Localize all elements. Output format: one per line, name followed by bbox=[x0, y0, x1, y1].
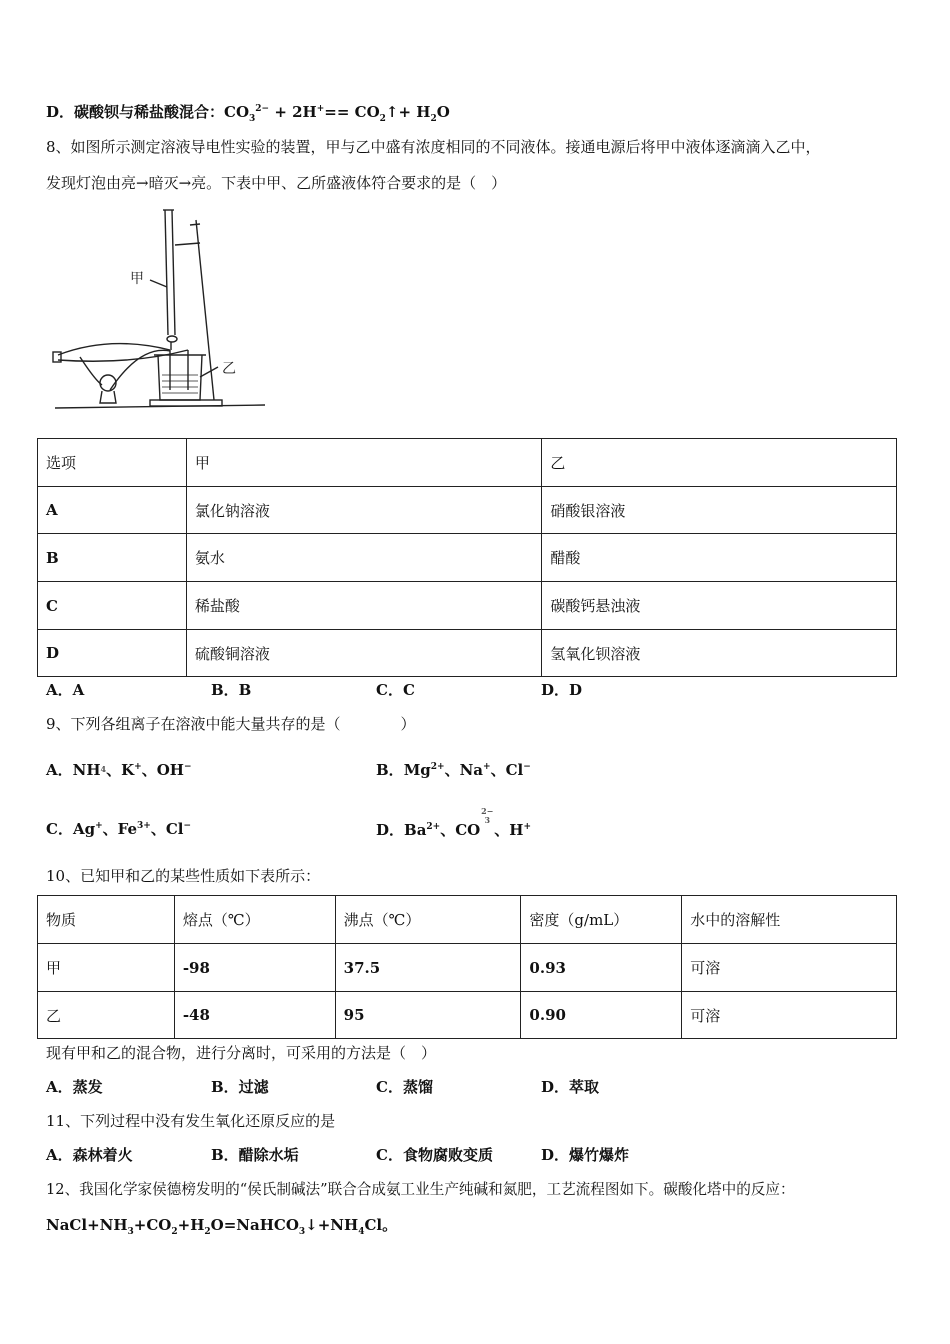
q8-stem-line2: 发现灯泡由亮→暗灭→亮。下表中甲、乙所盛液体符合要求的是（ ） bbox=[46, 174, 507, 192]
table-cell: 稀盐酸 bbox=[186, 582, 542, 630]
table-header-cell: 水中的溶解性 bbox=[682, 896, 897, 944]
q10-after-text: 现有甲和乙的混合物，进行分离时，可采用的方法是（ ） bbox=[46, 1044, 437, 1062]
formula-sub: 3 bbox=[298, 1227, 306, 1237]
q12-equation bbox=[46, 1215, 397, 1235]
table-header-cell: 沸点（℃） bbox=[335, 896, 521, 944]
q8-option-c: C．C bbox=[376, 681, 415, 699]
q10-option-a: A．蒸发 bbox=[46, 1078, 103, 1096]
q11-option-d: D．爆竹爆炸 bbox=[541, 1146, 630, 1164]
table-cell: 碳酸钙悬浊液 bbox=[542, 582, 897, 630]
q10-option-c: C．蒸馏 bbox=[376, 1078, 433, 1096]
q7-option-d-label: D．碳酸钡与稀盐酸混合： bbox=[46, 103, 225, 121]
formula-sub: 4 bbox=[100, 764, 107, 774]
q8-option-a: A．A bbox=[46, 681, 85, 699]
table-cell: B bbox=[38, 534, 187, 582]
q10-option-b: B．过滤 bbox=[211, 1078, 269, 1096]
table-cell: 可溶 bbox=[682, 944, 897, 992]
table-cell: 硫酸铜溶液 bbox=[186, 630, 542, 677]
q11-option-c: C．食物腐败变质 bbox=[376, 1146, 493, 1164]
q8-option-d: D．D bbox=[541, 681, 583, 699]
q9-option-d bbox=[376, 806, 531, 840]
table-cell: -48 bbox=[174, 992, 335, 1039]
table-header-row bbox=[38, 896, 897, 944]
formula-sup: + bbox=[316, 104, 325, 114]
formula-part: + 2H bbox=[269, 103, 317, 121]
formula-part: Ba bbox=[404, 821, 427, 839]
q9-option-b bbox=[376, 760, 531, 780]
q10-stem: 10、已知甲和乙的某些性质如下表所示： bbox=[46, 867, 321, 885]
formula-part: == CO bbox=[324, 103, 380, 121]
option-label: A． bbox=[46, 761, 73, 779]
formula-part: +H bbox=[177, 1216, 205, 1234]
formula-sub: 3 bbox=[249, 114, 256, 124]
formula-sub: 2 bbox=[379, 114, 386, 124]
formula-part: 、H bbox=[494, 821, 524, 839]
formula-sup: 2+ bbox=[430, 762, 445, 772]
table-cell: 37.5 bbox=[335, 944, 521, 992]
table-cell: 95 bbox=[335, 992, 521, 1039]
table-row bbox=[38, 582, 897, 630]
q8-option-b: B．B bbox=[211, 681, 252, 699]
table-header-cell: 乙 bbox=[542, 439, 897, 487]
table-cell: 醋酸 bbox=[542, 534, 897, 582]
table-cell: 可溶 bbox=[682, 992, 897, 1039]
option-label: B． bbox=[376, 761, 404, 779]
formula-sub: 2 bbox=[204, 1227, 211, 1237]
option-label: C． bbox=[46, 820, 73, 838]
formula-sup: + bbox=[483, 762, 491, 772]
formula-sup: − bbox=[523, 762, 531, 772]
q10-option-d: D．萃取 bbox=[541, 1078, 600, 1096]
q9-stem: 9、下列各组离子在溶液中能大量共存的是（ ） bbox=[46, 715, 416, 733]
formula-part: NaCl+NH bbox=[46, 1216, 128, 1234]
q9-option-a bbox=[46, 760, 192, 782]
formula-sup: + bbox=[134, 762, 142, 772]
table-cell: 甲 bbox=[38, 944, 175, 992]
table-row bbox=[38, 992, 897, 1039]
table-cell: -98 bbox=[174, 944, 335, 992]
q12-stem: 12、我国化学家侯德榜发明的“侯氏制碱法”联合合成氨工业生产纯碱和氮肥，工艺流程图如下。碳酸化塔中的反应： bbox=[46, 1181, 795, 1198]
formula-part: CO bbox=[224, 103, 250, 121]
formula-part: 、OH bbox=[141, 761, 184, 779]
formula-sub: 2 bbox=[430, 114, 437, 124]
conductivity-apparatus-figure bbox=[50, 205, 270, 415]
table-header-cell: 物质 bbox=[38, 896, 175, 944]
table-cell: 乙 bbox=[38, 992, 175, 1039]
formula-stacked-script bbox=[480, 807, 494, 825]
table-cell: 氨水 bbox=[186, 534, 542, 582]
formula-sub: 3 bbox=[127, 1227, 134, 1237]
q11-option-a: A．森林着火 bbox=[46, 1146, 133, 1164]
formula-sup: + bbox=[523, 822, 531, 832]
table-cell: 氢氧化钡溶液 bbox=[542, 630, 897, 677]
q11-stem: 11、下列过程中没有发生氧化还原反应的是 bbox=[46, 1112, 336, 1130]
formula-part: ↑+ H bbox=[385, 103, 431, 121]
formula-part: O=NaHCO bbox=[210, 1216, 299, 1234]
formula-part: Mg bbox=[403, 761, 431, 779]
formula-sup: 2− bbox=[481, 806, 494, 816]
formula-sub: 4 bbox=[358, 1227, 365, 1237]
formula-sub: 3 bbox=[484, 815, 491, 825]
formula-part: Ag bbox=[72, 820, 96, 838]
q8-stem-line1: 8、如图所示测定溶液导电性实验的装置，甲与乙中盛有浓度相同的不同液体。接通电源后将甲中液体逐滴滴入乙中， bbox=[46, 138, 821, 156]
q10-table bbox=[37, 895, 897, 1039]
q9-option-c bbox=[46, 819, 191, 839]
formula-part: 、Cl bbox=[150, 820, 184, 838]
formula-sub: 2 bbox=[171, 1227, 178, 1237]
table-cell: D bbox=[38, 630, 187, 677]
table-header-cell: 熔点（℃） bbox=[174, 896, 335, 944]
table-header-cell: 密度（g/mL） bbox=[521, 896, 682, 944]
formula-part: ↓+NH bbox=[305, 1216, 359, 1234]
formula-part: O bbox=[436, 103, 450, 121]
table-row bbox=[38, 944, 897, 992]
table-header-cell: 选项 bbox=[38, 439, 187, 487]
table-row bbox=[38, 487, 897, 534]
table-cell: 0.93 bbox=[521, 944, 682, 992]
q8-table bbox=[37, 438, 897, 677]
table-header-cell: 甲 bbox=[186, 439, 542, 487]
formula-part: 、CO bbox=[440, 821, 481, 839]
formula-part: NH bbox=[72, 761, 101, 779]
formula-part: +CO bbox=[133, 1216, 172, 1234]
table-cell: 氯化钠溶液 bbox=[186, 487, 542, 534]
formula-part: 、Na bbox=[444, 761, 484, 779]
apparatus-drawing bbox=[50, 205, 270, 415]
formula-sup: 3+ bbox=[137, 821, 151, 831]
formula-part: Cl。 bbox=[364, 1216, 398, 1234]
formula-sup: − bbox=[183, 821, 192, 831]
table-cell: C bbox=[38, 582, 187, 630]
table-header-row bbox=[38, 439, 897, 487]
label-yi: 乙 bbox=[222, 362, 236, 377]
table-cell: 硝酸银溶液 bbox=[542, 487, 897, 534]
formula-part: 、Cl bbox=[490, 761, 524, 779]
formula-sup: + bbox=[95, 821, 103, 831]
q7-option-d bbox=[46, 102, 450, 122]
formula-sup: 2− bbox=[255, 104, 270, 114]
table-row bbox=[38, 534, 897, 582]
formula-part: 、K bbox=[106, 761, 135, 779]
formula-part: 、Fe bbox=[102, 820, 138, 838]
table-row bbox=[38, 630, 897, 677]
table-cell: 0.90 bbox=[521, 992, 682, 1039]
table-cell: A bbox=[38, 487, 187, 534]
option-label: D． bbox=[376, 821, 405, 839]
label-jia: 甲 bbox=[130, 272, 144, 287]
formula-sup: 2+ bbox=[426, 822, 441, 832]
formula-sup: − bbox=[183, 762, 192, 772]
q11-option-b: B．醋除水垢 bbox=[211, 1146, 299, 1164]
